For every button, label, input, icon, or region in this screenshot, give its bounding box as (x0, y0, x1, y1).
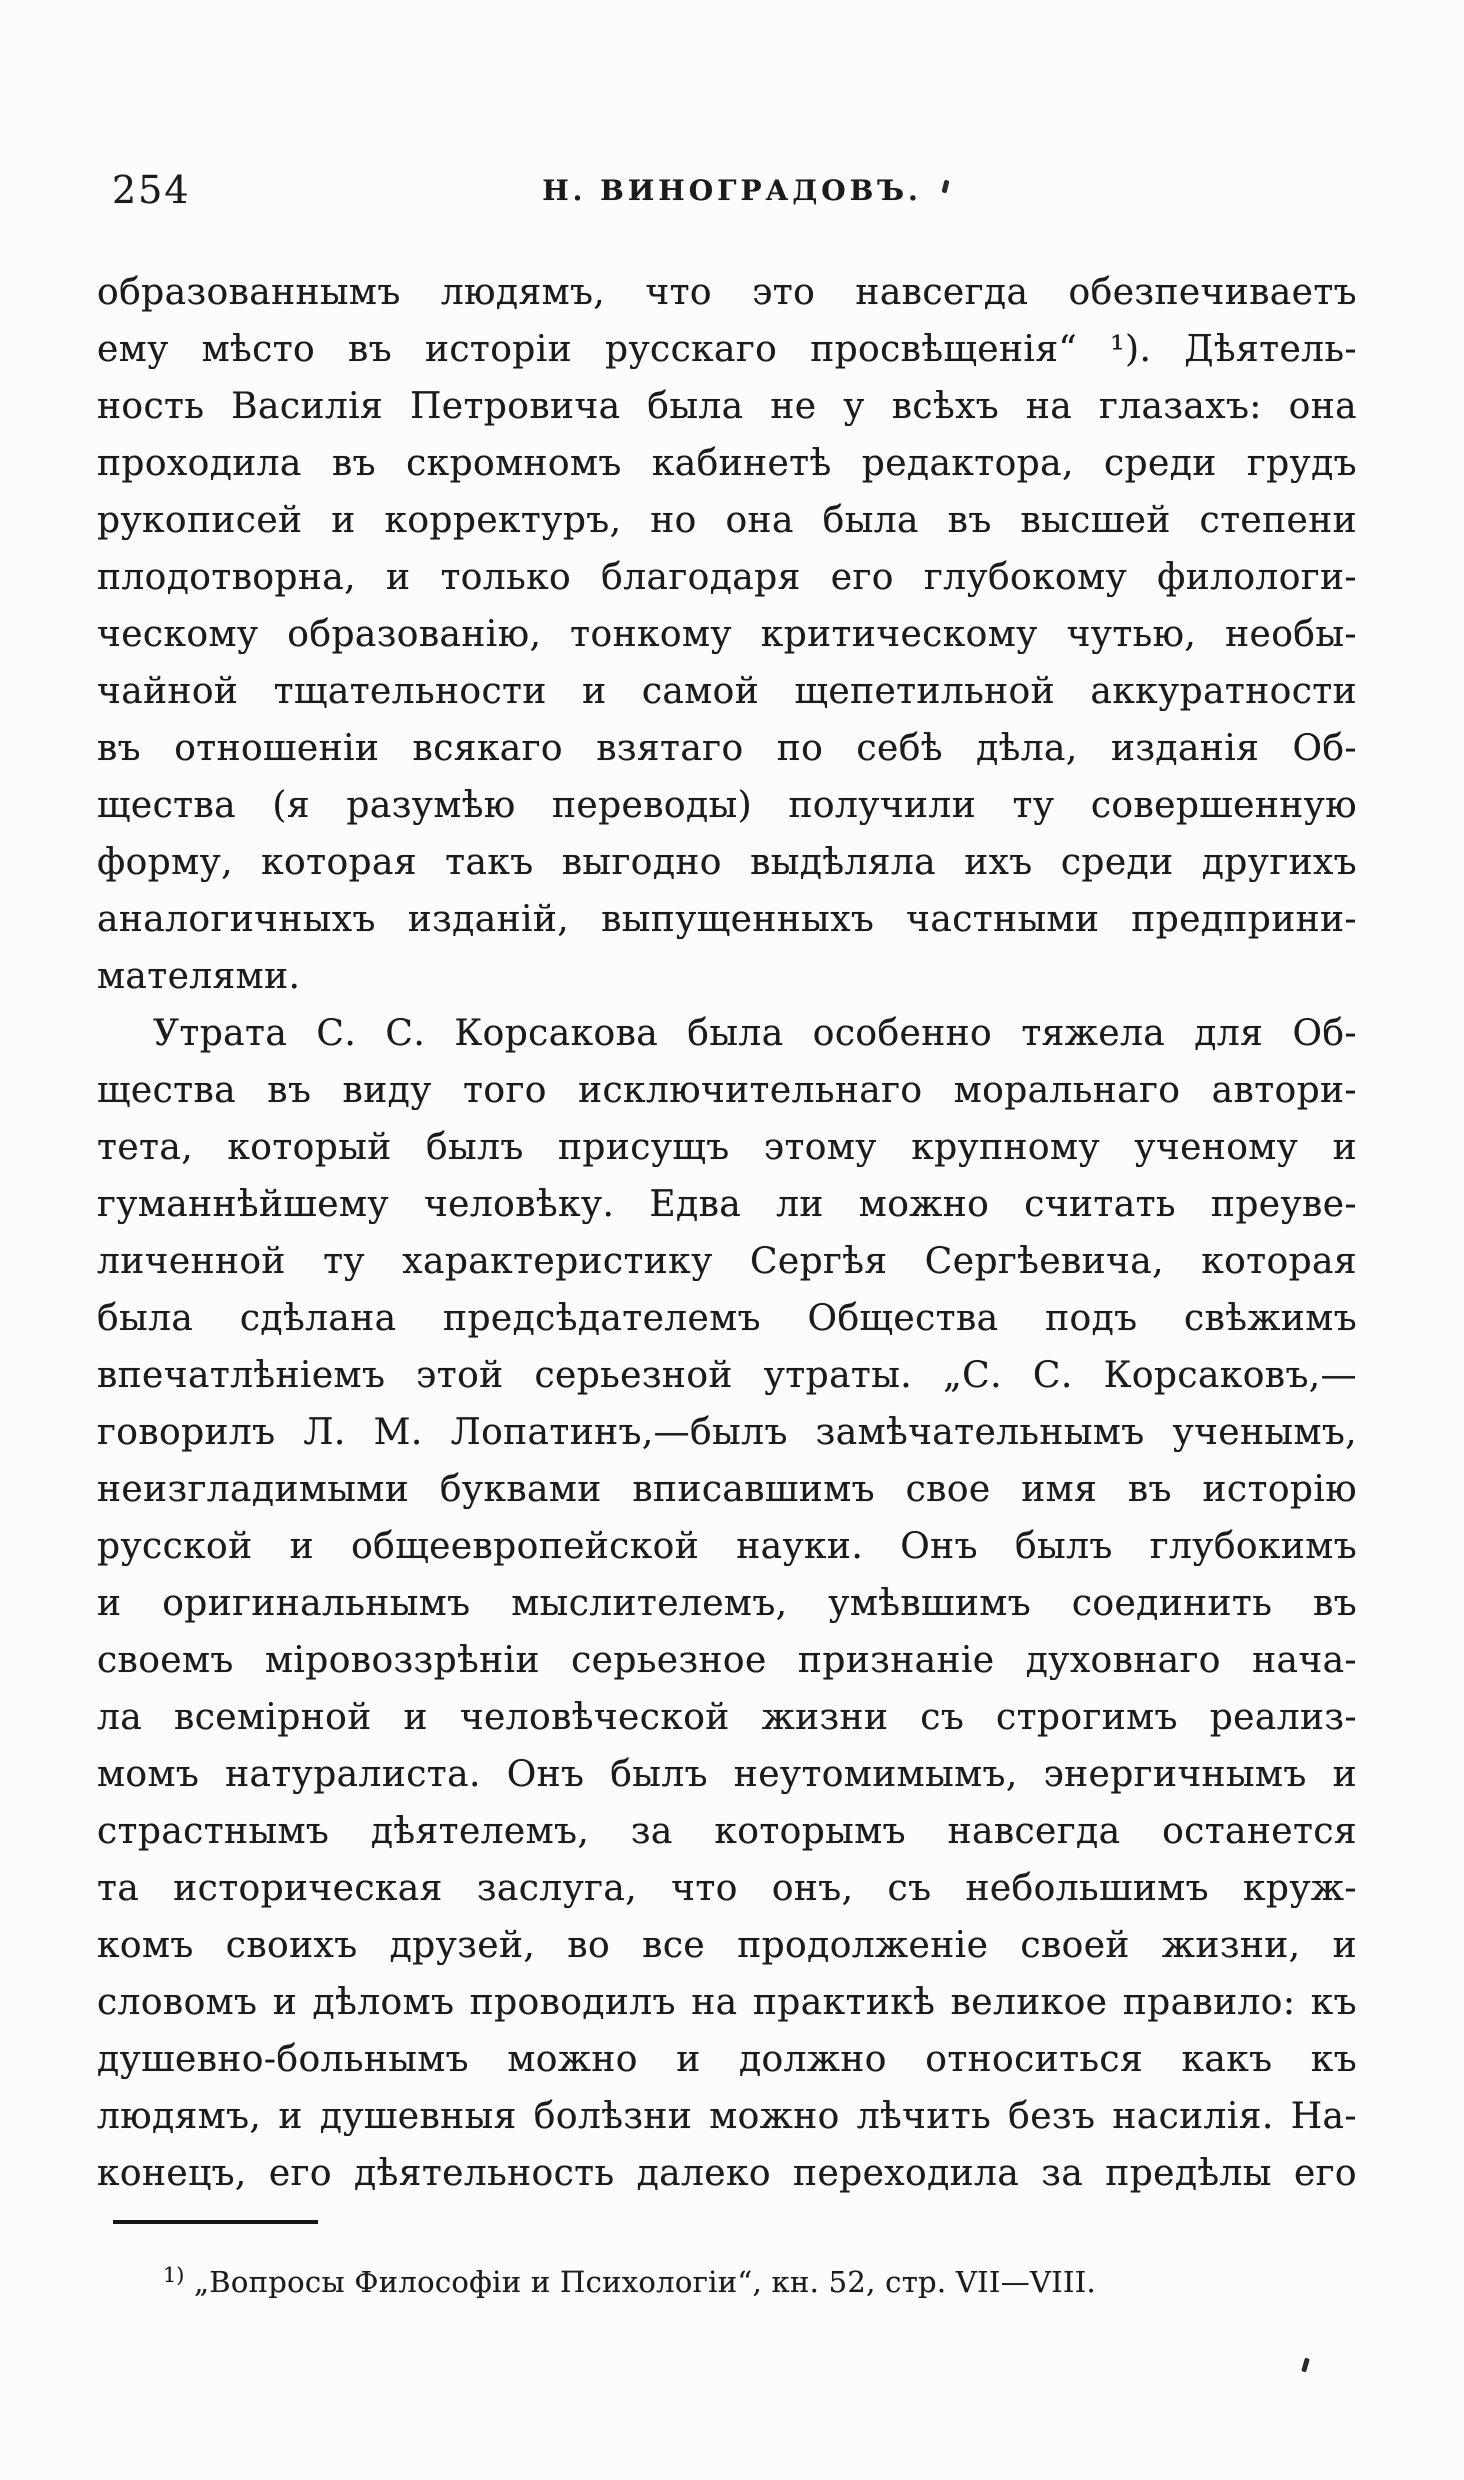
text-line: плодотворна, и только благодаря его глубокому филологи- (97, 557, 1357, 598)
footnote-text: „Вопросы Философіи и Психологіи“, кн. 52, стр. VII—VIII. (193, 2265, 1097, 2299)
text-line: форму, которая такъ выгодно выдѣляла ихъ среди другихъ (97, 842, 1357, 883)
text-line: чайной тщательности и самой щепетильной аккуратности (97, 671, 1357, 712)
text-line: рукописей и корректуръ, но она была въ высшей степени (97, 500, 1357, 541)
text-line: конецъ, его дѣятельность далеко переходила за предѣлы его (97, 2153, 1357, 2194)
text-line: личенной ту характеристику Сергѣя Сергѣевича, которая (97, 1241, 1357, 1282)
footnote-marker: 1) (163, 2263, 185, 2287)
running-header-author: Н. ВИНОГРАДОВЪ. (542, 174, 922, 207)
text-line: Утрата С. С. Корсакова была особенно тяжела для Об- (153, 1013, 1357, 1054)
footnote-rule (113, 2220, 318, 2224)
text-line: проходила въ скромномъ кабинетѣ редактора, среди грудъ (97, 443, 1357, 484)
text-line: ность Василія Петровича была не у всѣхъ на глазахъ: она (97, 386, 1357, 427)
text-line: та историческая заслуга, что онъ, съ небольшимъ круж- (97, 1868, 1357, 1909)
page-number: 254 (112, 168, 191, 212)
text-line: душевно-больнымъ можно и должно относиться какъ къ (97, 2039, 1357, 2080)
text-line: людямъ, и душевныя болѣзни можно лѣчить безъ насилія. На- (97, 2096, 1357, 2137)
text-line: страстнымъ дѣятелемъ, за которымъ навсегда останется (97, 1811, 1357, 1852)
text-line: была сдѣлана предсѣдателемъ Общества подъ свѣжимъ (97, 1298, 1357, 1339)
text-line: щества въ виду того исключительнаго моральнаго автори- (97, 1070, 1357, 1111)
text-line: въ отношеніи всякаго взятаго по себѣ дѣла, изданія Об- (97, 728, 1357, 769)
text-line: щества (я разумѣю переводы) получили ту совершенную (97, 785, 1357, 826)
text-line: неизгладимыми буквами вписавшимъ свое имя въ исторію (97, 1469, 1357, 1510)
text-line: тета, который былъ присущъ этому крупному ученому и (97, 1127, 1357, 1168)
text-line: словомъ и дѣломъ проводилъ на практикѣ великое правило: къ (97, 1982, 1357, 2023)
text-line: своемъ міровоззрѣніи серьезное признаніе духовнаго нача- (97, 1640, 1357, 1681)
text-line: аналогичныхъ изданій, выпущенныхъ частными предприни- (97, 899, 1357, 940)
text-line: образованнымъ людямъ, что это навсегда обезпечиваетъ (97, 272, 1357, 313)
text-line: ему мѣсто въ исторіи русскаго просвѣщенія“ ¹). Дѣятель- (97, 329, 1357, 370)
text-line: гуманнѣйшему человѣку. Едва ли можно считать преуве- (97, 1184, 1357, 1225)
text-line: ла всемірной и человѣческой жизни съ строгимъ реализ- (97, 1697, 1357, 1738)
text-line: комъ своихъ друзей, во все продолженіе своей жизни, и (97, 1925, 1357, 1966)
text-block (97, 264, 1357, 2202)
text-line: говорилъ Л. М. Лопатинъ,—былъ замѣчательнымъ ученымъ, (97, 1412, 1357, 1453)
scan-speck (1301, 2358, 1310, 2373)
text-line: момъ натуралиста. Онъ былъ неутомимымъ, энергичнымъ и (97, 1754, 1357, 1795)
text-line: ческому образованію, тонкому критическому чутью, необы- (97, 614, 1357, 655)
page-header (0, 170, 1464, 212)
text-line: мателями. (97, 956, 301, 997)
footnote (97, 2256, 1357, 2301)
text-line: впечатлѣніемъ этой серьезной утраты. „С. С. Корсаковъ,— (97, 1355, 1357, 1396)
text-line: русской и общеевропейской науки. Онъ былъ глубокимъ (97, 1526, 1357, 1567)
text-line: и оригинальнымъ мыслителемъ, умѣвшимъ соединить въ (97, 1583, 1357, 1624)
